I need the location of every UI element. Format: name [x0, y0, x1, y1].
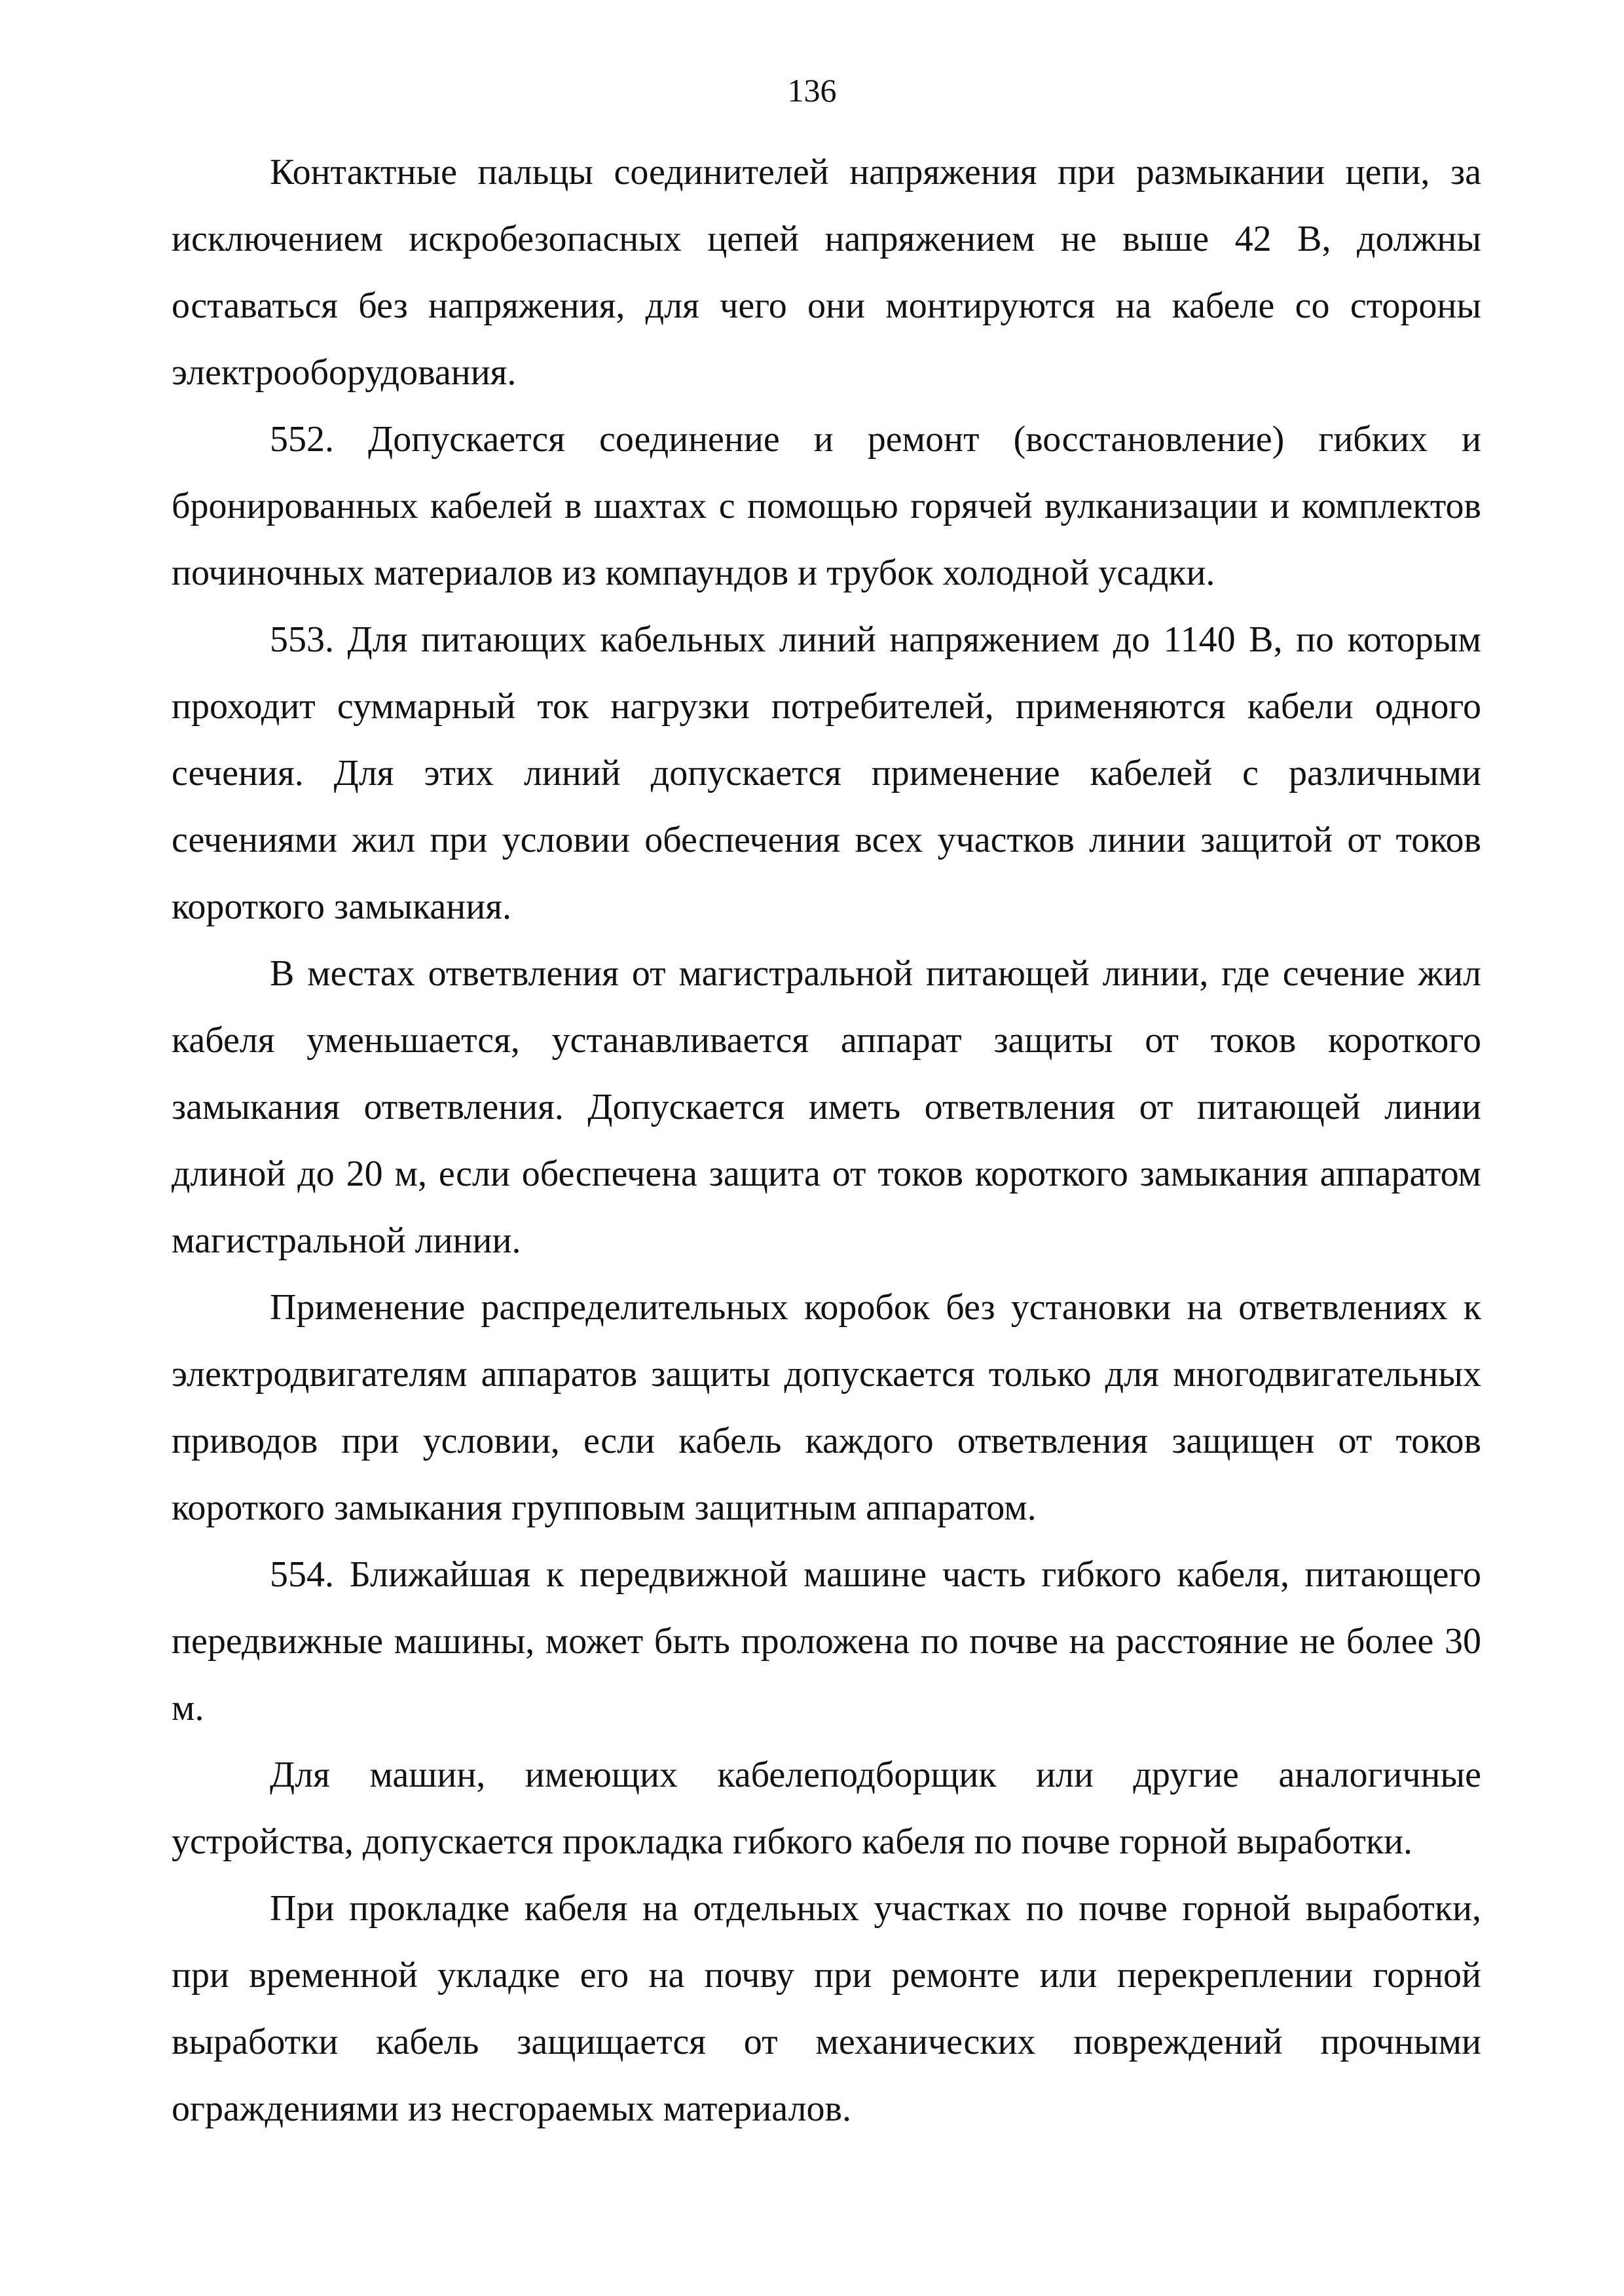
paragraph-552: 552. Допускается соединение и ремонт (восстановление) гибких и бронированных кабелей в шахтах с помощью горячей вулканизации и комплектов починочных материалов из компаундов и трубок холодной усадки. — [172, 419, 1481, 593]
paragraph-distribution-boxes: Применение распределительных коробок без установки на ответвлениях к электродвигателям аппаратов защиты допускается только для многодвигательных приводов при условии, если кабель каждого ответвления защищен от токов короткого замыкания групповым защитным аппаратом. — [172, 1287, 1481, 1528]
page-number: 136 — [787, 72, 837, 109]
paragraph-553: 553. Для питающих кабельных линий напряжением до 1140 В, по которым проходит суммарный ток нагрузки потребителей, применяются кабели одного сечения. Для этих линий допускается применение кабелей с различными сечениями жил при условии обеспечения всех участков линии защитой от токов короткого замыкания. — [172, 619, 1481, 927]
paragraph-554: 554. Ближайшая к передвижной машине часть гибкого кабеля, питающего передвижные машины, может быть проложена по почве на расстояние не более 30 м. — [172, 1554, 1481, 1728]
paragraph-cable-protection: При прокладке кабеля на отдельных участках по почве горной выработки, при временной укладке его на почву при ремонте или перекреплении горной выработки кабель защищается от механических повреждений прочными ограждениями из несгораемых материалов. — [172, 1888, 1481, 2129]
paragraph-branch-locations: В местах ответвления от магистральной питающей линии, где сечение жил кабеля уменьшается, устанавливается аппарат защиты от токов короткого замыкания ответвления. Допускается иметь ответвления от питающей линии длиной до 20 м, если обеспечена защита от токов короткого замыкания аппаратом магистральной линии. — [172, 953, 1481, 1261]
document-body — [172, 139, 1481, 2142]
paragraph-cable-pickup: Для машин, имеющих кабелеподборщик или другие аналогичные устройства, допускается прокладка гибкого кабеля по почве горной выработки. — [172, 1755, 1481, 1862]
paragraph-connectors: Контактные пальцы соединителей напряжения при размыкании цепи, за исключением искробезопасных цепей напряжением не выше 42 В, должны оставаться без напряжения, для чего они монтируются на кабеле со стороны электрооборудования. — [172, 152, 1481, 393]
